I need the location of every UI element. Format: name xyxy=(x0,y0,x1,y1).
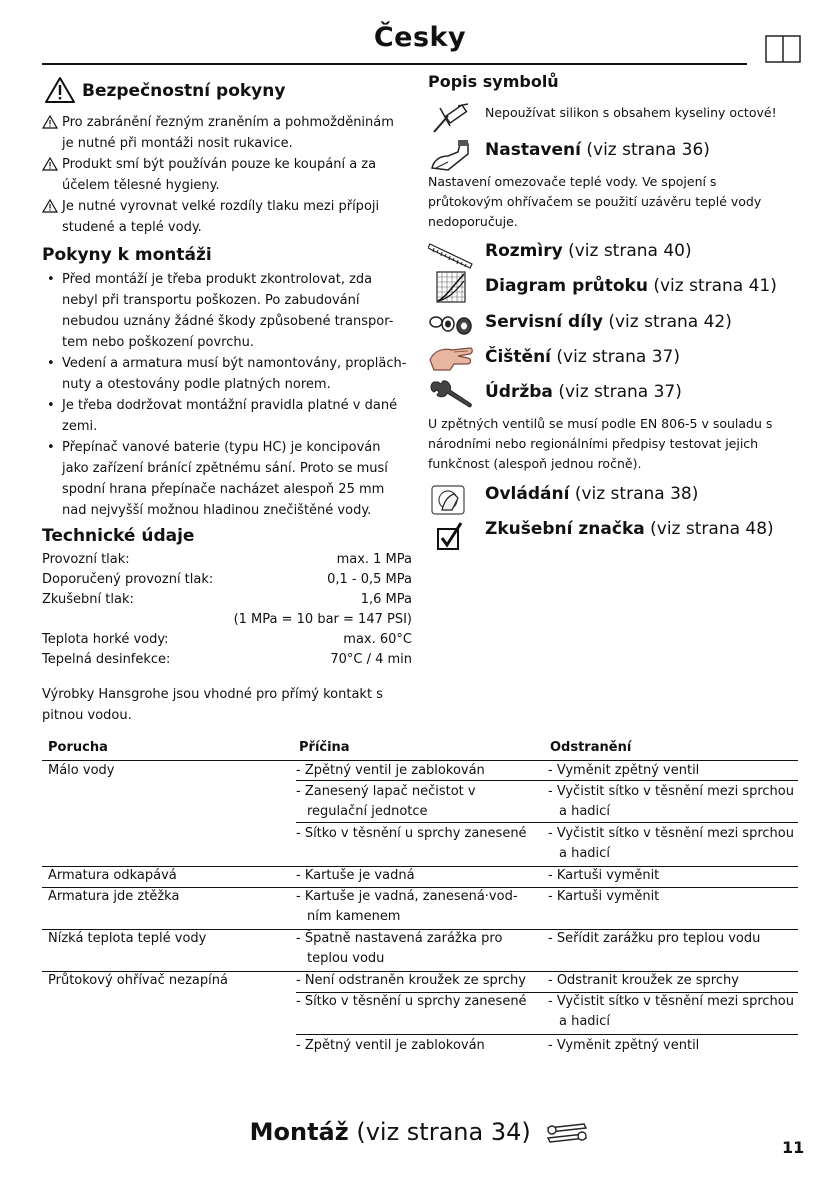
cause-cell xyxy=(296,761,536,781)
fault-cell: Armatura odkapává xyxy=(48,868,177,883)
cause-cell xyxy=(296,1036,536,1056)
cause-line: regulační jednotce xyxy=(307,804,428,819)
page-number: 11 xyxy=(782,1138,805,1157)
technical-note xyxy=(42,684,422,726)
wrench-icon xyxy=(428,378,474,412)
cause-line: - Sítko v těsnění u sprchy zanesené xyxy=(296,826,527,841)
assembly-line: • Přepínač vanové baterie (typu HC) je koncipován xyxy=(62,440,381,455)
fault-cell: Průtokový ohřívač nezapíná xyxy=(48,973,228,988)
setting-label: Nastavení (viz strana 36) xyxy=(485,140,710,160)
cleaning-label: Čištění (viz strana 37) xyxy=(485,347,680,367)
cause-cell xyxy=(296,971,536,991)
spec-row xyxy=(42,570,412,590)
remedy-line: a hadicí xyxy=(559,846,610,861)
spec-row xyxy=(42,550,412,570)
cause-cell xyxy=(296,887,536,927)
maintenance-label: Údržba (viz strana 37) xyxy=(485,382,682,402)
assembly-line: nebudou uznány žádné škody způsobené transpor- xyxy=(62,314,394,329)
small-warning-icon xyxy=(42,115,58,129)
footer-ref: (viz strana 34) xyxy=(356,1118,531,1146)
setting-note xyxy=(428,172,798,232)
cause-line: ním kamenem xyxy=(307,909,401,924)
note-line: pitnou vodou. xyxy=(42,708,132,723)
safety-item xyxy=(42,196,412,238)
assembly-line: • Před montáží je třeba produkt zkontrolovat, zda xyxy=(62,272,373,287)
spec-value: 70°C / 4 min xyxy=(330,652,412,667)
remedy-line: - Seřídit zarážku pro teplou vodu xyxy=(548,931,761,946)
safety-line: je nutné při montáži nosit rukavice. xyxy=(62,136,293,151)
row-divider xyxy=(42,866,798,867)
assembly-line: zemi. xyxy=(62,419,98,434)
symbols-title: Popis symbolů xyxy=(428,72,559,91)
cause-line: - Není odstraněn kroužek ze sprchy xyxy=(296,973,526,988)
setting-hand-icon xyxy=(428,138,474,174)
maintenance-note-line: národními nebo regionálními předpisy testovat jejich xyxy=(428,436,759,451)
cause-cell xyxy=(296,992,536,1012)
operation-icon xyxy=(428,480,474,516)
operation-label: Ovládání (viz strana 38) xyxy=(485,484,699,504)
no-silicone-text: Nepoužívat silikon s obsahem kyseliny octové! xyxy=(485,105,777,120)
remedy-cell xyxy=(548,866,800,886)
remedy-cell xyxy=(548,1036,800,1056)
fault-cell: Málo vody xyxy=(48,763,115,778)
setting-note-line: průtokovým ohřívačem se použití uzávěru teplé vody xyxy=(428,194,762,209)
cause-line: teplou vodu xyxy=(307,951,385,966)
footer-title: Montáž xyxy=(249,1118,349,1146)
cause-cell xyxy=(296,866,536,886)
dimensions-label: Rozmìry (viz strana 40) xyxy=(485,241,692,261)
fault-header: Porucha xyxy=(48,740,108,755)
maintenance-note-line: U zpětných ventilů se musí podle EN 806-5 v souladu s xyxy=(428,416,773,431)
remedy-line: - Odstranit kroužek ze sprchy xyxy=(548,973,739,988)
row-divider xyxy=(42,929,798,930)
assembly-line: tem nebo poškození povrchu. xyxy=(62,335,254,350)
row-divider xyxy=(42,971,798,972)
remedy-line: - Vyčistit sítko v těsnění mezi sprchou xyxy=(548,994,794,1009)
warning-icon xyxy=(44,76,76,104)
remedy-line: - Kartuši vyměnit xyxy=(548,889,660,904)
cause-line: - Špatně nastavená zarážka pro xyxy=(296,931,503,946)
assembly-line: spodní hrana přepínače nacházet alespoň 25 mm xyxy=(62,482,385,497)
safety-line: studené a teplé vody. xyxy=(62,220,202,235)
spec-row xyxy=(42,610,412,630)
spec-value: max. 1 MPa xyxy=(336,552,412,567)
row-divider xyxy=(296,822,798,823)
safety-item xyxy=(42,112,412,154)
remedy-cell xyxy=(548,992,800,1032)
spec-value: max. 60°C xyxy=(343,632,412,647)
remedy-header: Odstranění xyxy=(550,740,632,755)
spec-value: 1,6 MPa xyxy=(360,592,412,607)
remedy-line: - Vyměnit zpětný ventil xyxy=(548,1038,700,1053)
page-title: Česky xyxy=(373,22,467,53)
spec-row xyxy=(42,590,412,610)
remedy-cell xyxy=(548,929,800,949)
safety-item xyxy=(42,154,412,196)
flow-diagram-icon xyxy=(436,271,466,303)
row-divider xyxy=(42,887,798,888)
no-silicone-icon xyxy=(428,102,474,136)
assembly-line: jako zařízení bránící zpětnému sání. Proto se musí xyxy=(62,461,388,476)
maintenance-note xyxy=(428,414,800,474)
spec-row xyxy=(42,630,412,650)
spec-label: Teplota horké vody: xyxy=(42,632,169,647)
technical-title: Technické údaje xyxy=(42,526,195,546)
note-line: Výrobky Hansgrohe jsou vhodné pro přímý kontakt s xyxy=(42,687,383,702)
remedy-line: - Vyčistit sítko v těsnění mezi sprchou xyxy=(548,784,794,799)
remedy-cell xyxy=(548,887,800,907)
assembly-bullet xyxy=(42,269,412,353)
fault-cell: Nízká teplota teplé vody xyxy=(48,931,207,946)
cause-line: - Zanesený lapač nečistot v xyxy=(296,784,476,799)
remedy-cell xyxy=(548,971,800,991)
setting-note-line: nedoporučuje. xyxy=(428,214,518,229)
remedy-line: a hadicí xyxy=(559,804,610,819)
small-warning-icon xyxy=(42,199,58,213)
assembly-bullet xyxy=(42,353,412,395)
spec-label: Zkušební tlak: xyxy=(42,592,134,607)
remedy-line: - Kartuši vyměnit xyxy=(548,868,660,883)
safety-line: Produkt smí být používán pouze ke koupání a za xyxy=(62,157,377,172)
cause-line: - Zpětný ventil je zablokován xyxy=(296,763,485,778)
header-rule xyxy=(42,63,747,65)
row-divider xyxy=(296,992,798,993)
cause-header: Příčina xyxy=(299,740,350,755)
flow-diagram-label: Diagram průtoku (viz strana 41) xyxy=(485,276,777,296)
setting-note-line: Nastavení omezovače teplé vody. Ve spojení s xyxy=(428,174,717,189)
remedy-cell xyxy=(548,761,800,781)
spec-value: 0,1 - 0,5 MPa xyxy=(327,572,412,587)
manual-book-icon xyxy=(765,35,801,63)
assembly-title: Pokyny k montáži xyxy=(42,245,212,265)
remedy-cell xyxy=(548,824,800,864)
checkbox-test-icon xyxy=(436,521,464,551)
remedy-line: - Vyčistit sítko v těsnění mezi sprchou xyxy=(548,826,794,841)
cleaning-hand-icon xyxy=(428,342,474,374)
fault-cell: Armatura jde ztěžka xyxy=(48,889,180,904)
maintenance-note-line: funkčnost (alespoň jednou ročně). xyxy=(428,456,642,471)
assembly-line: nuty a otestovány podle platných norem. xyxy=(62,377,331,392)
cause-line: - Zpětný ventil je zablokován xyxy=(296,1038,485,1053)
test-mark-label: Zkušební značka (viz strana 48) xyxy=(485,519,774,539)
cause-line: - Sítko v těsnění u sprchy zanesené xyxy=(296,994,527,1009)
assembly-line: • Vedení a armatura musí být namontovány, propläch- xyxy=(62,356,407,371)
spec-label: Doporučený provozní tlak: xyxy=(42,572,214,587)
assembly-line: nad nejvyšší možnou hladinou znečištěné vody. xyxy=(62,503,372,518)
row-divider xyxy=(296,1034,798,1035)
tools-icon xyxy=(544,1118,590,1148)
remedy-line: a hadicí xyxy=(559,1014,610,1029)
cause-cell xyxy=(296,929,536,969)
assembly-line: nebyl při transportu poškozen. Po zabudování xyxy=(62,293,360,308)
safety-line: účelem tělesné hygieny. xyxy=(62,178,220,193)
spec-label: Tepelná desinfekce: xyxy=(42,652,171,667)
assembly-line: • Je třeba dodržovat montážní pravidla platné v dané xyxy=(62,398,398,413)
safety-line: Je nutné vyrovnat velké rozdíly tlaku mezi přípoji xyxy=(62,199,380,214)
service-parts-icon xyxy=(428,310,474,338)
assembly-bullet xyxy=(42,437,412,521)
remedy-cell xyxy=(548,782,800,822)
spec-value: (1 MPa = 10 bar = 147 PSI) xyxy=(233,612,412,627)
assembly-bullet xyxy=(42,395,412,437)
cause-line: - Kartuše je vadná xyxy=(296,868,415,883)
safety-line: Pro zabránění řezným zraněním a pohmožděninám xyxy=(62,115,394,130)
safety-title: Bezpečnostní pokyny xyxy=(82,81,286,101)
spec-row xyxy=(42,650,412,670)
cause-cell xyxy=(296,782,536,822)
row-divider xyxy=(296,780,798,781)
remedy-line: - Vyměnit zpětný ventil xyxy=(548,763,700,778)
footer-assembly-ref xyxy=(0,1118,840,1148)
small-warning-icon xyxy=(42,157,58,171)
spec-label: Provozní tlak: xyxy=(42,552,130,567)
cause-line: - Kartuše je vadná, zanesená·vod- xyxy=(296,889,518,904)
cause-cell xyxy=(296,824,536,844)
service-parts-label: Servisní díly (viz strana 42) xyxy=(485,312,732,332)
ruler-icon xyxy=(428,238,474,270)
